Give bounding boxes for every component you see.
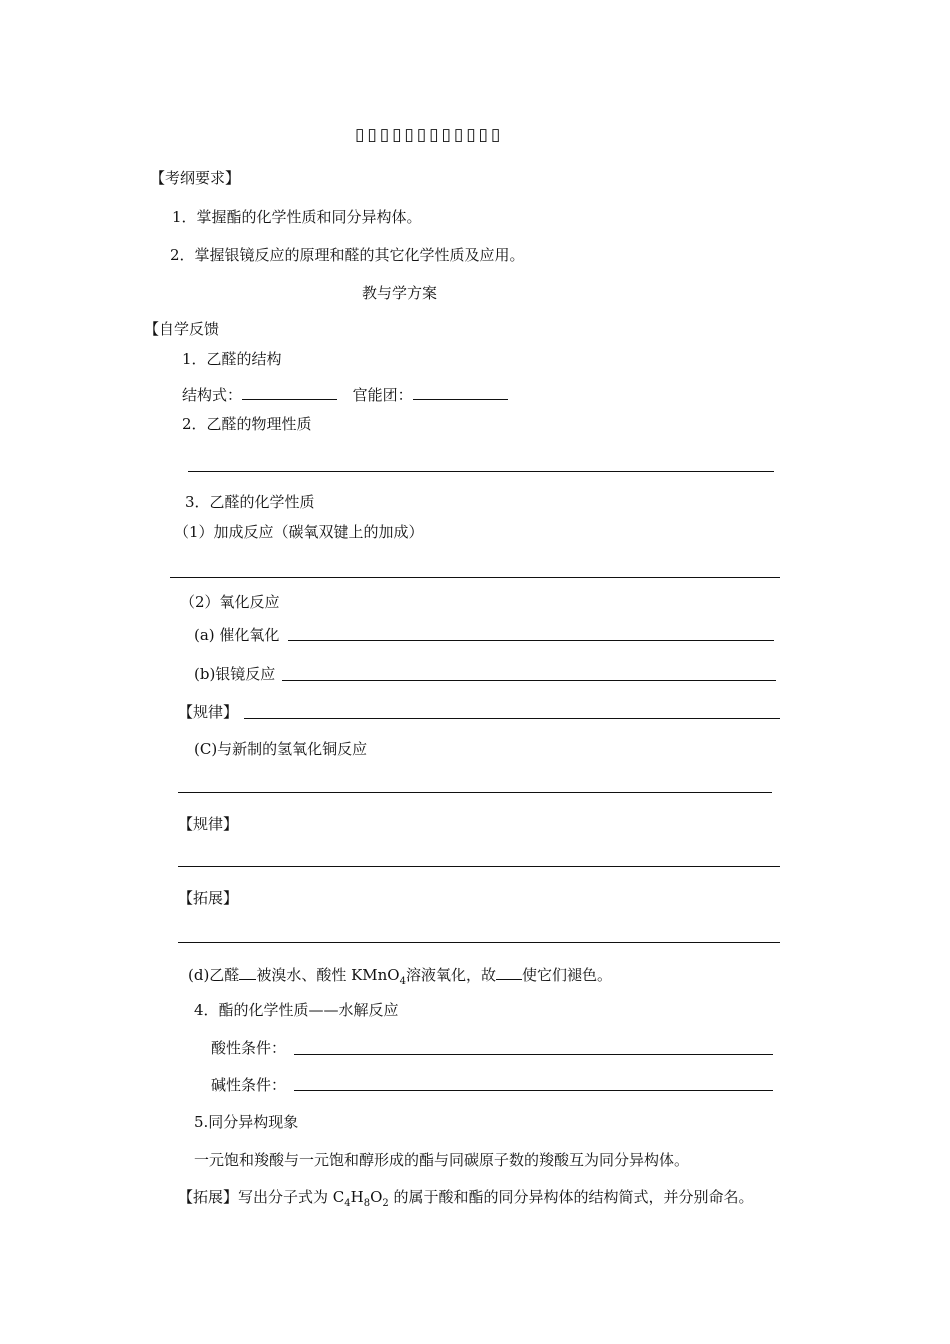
functional-group-blank[interactable] <box>413 383 508 400</box>
acetaldehyde-text: (d)乙醛 <box>188 966 240 984</box>
final-expand-text-a: 【拓展】写出分子式为 C <box>178 1188 345 1206</box>
blank-decolorize[interactable] <box>496 963 522 980</box>
copper-hydroxide-reaction-label: (C)与新制的氢氧化铜反应 <box>194 740 368 758</box>
answer-line-copper-hydroxide[interactable] <box>178 792 772 793</box>
addition-reaction-heading: （1）加成反应（碳氧双键上的加成） <box>174 523 424 541</box>
kmno4-subscript: 4 <box>399 976 406 987</box>
final-expand-row <box>178 1187 754 1207</box>
section-5-heading: 5.同分异构现象 <box>194 1113 299 1131</box>
plan-title: 教与学方案 <box>362 284 438 302</box>
basic-condition-label: 碱性条件： <box>211 1076 287 1094</box>
bromine-oxidation-row <box>188 963 612 985</box>
structure-formula-label: 结构式： <box>182 386 243 404</box>
decolorize-text: 使它们褪色。 <box>522 966 613 984</box>
section-1-heading: 1．乙醛的结构 <box>182 350 282 368</box>
section-4-heading: 4．酯的化学性质——水解反应 <box>194 1001 399 1019</box>
formula-sub-h: 8 <box>363 1198 371 1209</box>
formula-o: O <box>370 1188 383 1206</box>
requirement-1: 1．掌握酯的化学性质和同分异构体。 <box>172 208 422 226</box>
answer-line-expand[interactable] <box>178 942 780 943</box>
answer-line-addition[interactable] <box>170 577 780 578</box>
formula-sub-o: 2 <box>382 1198 389 1209</box>
answer-line-basic[interactable] <box>294 1090 773 1091</box>
answer-line-rule-2[interactable] <box>178 866 780 867</box>
answer-line-acidic[interactable] <box>294 1054 773 1055</box>
formula-h: H <box>350 1188 364 1206</box>
requirement-2: 2．掌握银镜反应的原理和醛的其它化学性质及应用。 <box>170 246 525 264</box>
expand-label-1: 【拓展】 <box>178 889 239 907</box>
self-study-feedback-header: 【自学反馈 <box>144 320 220 338</box>
structure-row <box>182 383 508 405</box>
answer-line-rule-1[interactable] <box>244 718 780 719</box>
isomerism-statement: 一元饱和羧酸与一元饱和醇形成的酯与同碳原子数的羧酸互为同分异构体。 <box>194 1151 690 1169</box>
functional-group-label: 官能团： <box>352 386 413 404</box>
rule-label-2: 【规律】 <box>178 815 239 833</box>
final-expand-text-b: 的属于酸和酯的同分异构体的结构简式，并分别命名。 <box>388 1188 754 1206</box>
answer-line-catalytic-oxidation[interactable] <box>288 640 774 641</box>
silver-mirror-label: (b)银镜反应 <box>194 665 276 683</box>
answer-line-physical-properties[interactable] <box>188 471 774 472</box>
oxidation-reaction-heading: （2）氧化反应 <box>180 593 280 611</box>
exam-requirements-header: 【考纲要求】 <box>150 169 241 187</box>
rule-label-1: 【规律】 <box>178 703 239 721</box>
acidic-condition-label: 酸性条件： <box>211 1039 287 1057</box>
section-3-heading: 3．乙醛的化学性质 <box>185 493 315 511</box>
blank-oxidized-by[interactable] <box>239 963 256 980</box>
page-title: ▯▯▯▯▯▯▯▯▯▯▯▯ <box>355 125 504 145</box>
structure-formula-blank[interactable] <box>242 383 337 400</box>
solution-oxidized-text: 溶液氧化，故 <box>405 966 496 984</box>
answer-line-silver-mirror[interactable] <box>282 680 776 681</box>
bromine-kmno4-text: 被溴水、酸性 KMnO <box>256 966 400 984</box>
formula-sub-c: 4 <box>344 1198 351 1209</box>
catalytic-oxidation-label: (a) 催化氧化 <box>194 626 280 644</box>
section-2-heading: 2．乙醛的物理性质 <box>182 415 312 433</box>
